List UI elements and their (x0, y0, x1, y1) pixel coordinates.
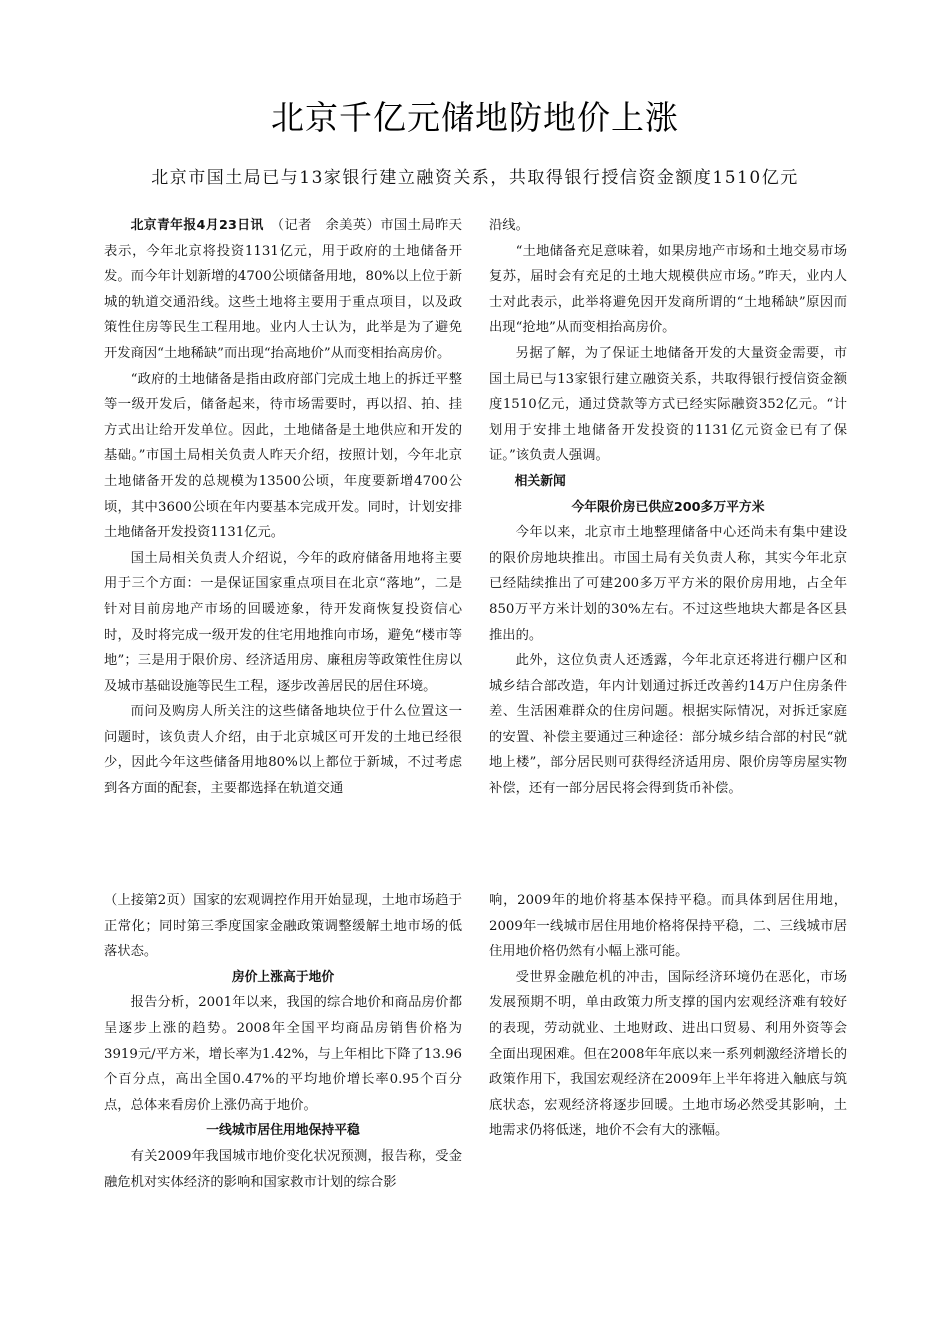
column-2 (489, 213, 847, 802)
paragraph (104, 213, 462, 367)
paragraph: 今年以来，北京市土地整理储备中心还尚未有集中建设的限价房地块推出。市国土局有关负责人称，其实今年北京已经陆续推出了可建200多万平方米的限价房用地，占全年850万平方米计划的30%左右。不过这些地块大都是各区县推出的。 (489, 525, 847, 643)
column-3 (104, 888, 462, 1195)
paragraph: 受世界金融危机的冲击，国际经济环境仍在恶化，市场发展预期不明，单由政策力所支撑的国内宏观经济难有较好的表现，劳动就业、土地财政、进出口贸易、利用外资等会全面出现困难。但在2008年年底以来一系列刺激经济增长的政策作用下，我国宏观经济在2009年上半年将进入触底与筑底状态，宏观经济将逐步回暖。土地市场必然受其影响，土地需求仍将低迷，地价不会有大的涨幅。 (489, 969, 847, 1139)
paragraph: 有关2009年我国城市地价变化状况预测，报告称，受金融危机对实体经济的影响和国家救市计划的综合影 (104, 1148, 462, 1190)
column-4 (489, 888, 847, 1144)
paragraph: （上接第2页）国家的宏观调控作用开始显现，土地市场趋于正常化；同时第三季度国家金融政策调整缓解土地市场的低落状态。 (104, 893, 462, 960)
related-news-label: 相关新闻 (514, 473, 566, 489)
paragraph: 另据了解，为了保证土地储备开发的大量资金需要，市国土局已与13家银行建立融资关系，共取得银行授信资金额度1510亿元，通过贷款等方式已经实际融资352亿元。“计划用于安排土地储备开发投资的1131亿元资金已有了保证。”该负责人强调。 (489, 345, 847, 464)
section-heading: 一线城市居住用地保持平稳 (206, 1123, 360, 1139)
related-news-title: 今年限价房已供应200多万平方米 (571, 499, 765, 515)
paragraph: 报告分析，2001年以来，我国的综合地价和商品房价都呈逐步上涨的趋势。2008年全国平均商品房销售价格为3919元/平方米，增长率为1.42%，与上年相比下降了13.96个百分点，高出全国0.47%的平均地价增长率0.95个百分点，总体来看房价上涨仍高于地价。 (104, 995, 462, 1113)
paragraph: 此外，这位负责人还透露，今年北京还将进行棚户区和城乡结合部改造，年内计划通过拆迁改善约14万户住房条件差、生活困难群众的住房问题。根据实际情况，对拆迁家庭的安置、补偿主要通过三种途径：部分城乡结合部的村民“就地上楼”，部分居民则可获得经济适用房、限价房等房屋实物补偿，还有一部分居民将会得到货币补偿。 (489, 653, 847, 797)
paragraph: 国土局相关负责人介绍说，今年的政府储备用地将主要用于三个方面：一是保证国家重点项目在北京“落地”，二是针对目前房地产市场的回暖迹象，待开发商恢复投资信心时，及时将完成一级开发的住宅用地推向市场，避免“楼市等地”；三是用于限价房、经济适用房、廉租房等政策性住房以及城市基础设施等民生工程，逐步改善居民的居住环境。 (104, 550, 462, 694)
paragraph: 沿线。 (489, 218, 529, 233)
paragraph: 响，2009年的地价将基本保持平稳。而具体到居住用地，2009年一线城市居住用地价格将保持平稳，二、三线城市居住用地价格仍然有小幅上涨可能。 (489, 893, 847, 960)
dateline: 北京青年报4月23日讯 (130, 218, 264, 233)
article-subtitle: 北京市国土局已与13家银行建立融资关系，共取得银行授信资金额度1510亿元 (151, 168, 799, 188)
paragraph: 而问及购房人所关注的这些储备地块位于什么位置这一问题时，该负责人介绍，由于北京城区可开发的土地已经很少，因此今年这些储备用地80%以上都位于新城，不过考虑到各方面的配套，主要都选择在轨道交通 (104, 704, 462, 797)
article-title: 北京千亿元储地防地价上涨 (271, 98, 679, 137)
paragraph: “政府的土地储备是指由政府部门完成土地上的拆迁平整等一级开发后，储备起来，待市场需要时，再以招、拍、挂方式出让给开发单位。因此，土地储备是土地供应和开发的基础。”市国土局相关负责人昨天介绍，按照计划，今年北京土地储备开发的总规模为13500公顷，年度要新增4700公顷，其中3600公顷在年内要基本完成开发。同时，计划安排土地储备开发投资1131亿元。 (104, 371, 462, 541)
paragraph: “土地储备充足意味着，如果房地产市场和土地交易市场复苏，届时会有充足的土地大规模供应市场。”昨天，业内人士对此表示，此举将避免因开发商所谓的“土地稀缺”原因而出现“抢地”从而变相抬高房价。 (489, 243, 847, 336)
section-heading: 房价上涨高于地价 (231, 969, 335, 985)
paragraph-text: （记者 余美英）市国土局昨天表示，今年北京将投资1131亿元，用于政府的土地储备开发。而今年计划新增的4700公顷储备用地，80%以上位于新城的轨道交通沿线。这些土地将主要用于重点项目，以及政策性住房等民生工程用地。业内人士认为，此举是为了避免开发商因“土地稀缺”而出现“抬高地价”从而变相抬高房价。 (104, 218, 462, 361)
column-1 (104, 213, 462, 802)
